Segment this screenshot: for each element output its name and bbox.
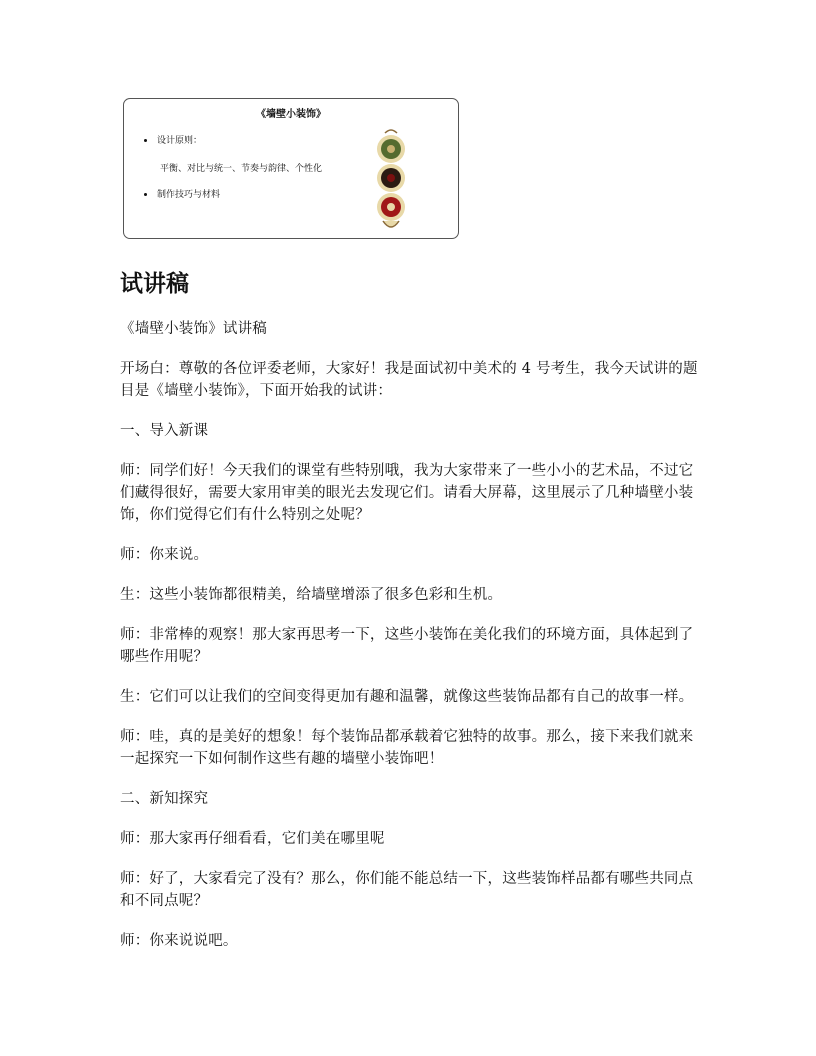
paragraph: 师：好了，大家看完了没有？那么，你们能不能总结一下，这些装饰样品都有哪些共同点和不同点呢？ — [120, 871, 694, 909]
paragraph: 二、新知探究 — [120, 791, 209, 807]
slide-bullet-techniques — [144, 187, 220, 200]
slide-subtext: 平衡、对比与统一、节奏与韵律、个性化 — [160, 164, 323, 174]
paragraph: 师：你来说说吧。 — [120, 933, 238, 949]
paragraph: 师：那大家再仔细看看，它们美在哪里呢 — [120, 831, 385, 847]
slide-bullet-text: 设计原则： — [157, 136, 203, 146]
paragraph: 《墙壁小装饰》试讲稿 — [120, 321, 267, 337]
wall-ornament-icon — [371, 127, 411, 235]
paragraph: 师：哇，真的是美好的想象！每个装饰品都承载着它独特的故事。那么，接下来我们就来一起探究一下如何制作这些有趣的墙壁小装饰吧！ — [120, 729, 694, 767]
slide-title: 《墙壁小装饰》 — [256, 109, 326, 120]
slide-bullet-text: 制作技巧与材料 — [157, 190, 221, 200]
slide-bullet-design-principles — [144, 133, 202, 146]
page-heading: 试讲稿 — [120, 271, 189, 297]
lecture-script-body — [120, 318, 700, 970]
paragraph: 师：非常棒的观察！那大家再思考一下，这些小装饰在美化我们的环境方面，具体起到了哪些作用呢？ — [120, 627, 694, 665]
paragraph: 师：同学们好！今天我们的课堂有些特别哦，我为大家带来了一些小小的艺术品，不过它们藏得很好，需要大家用审美的眼光去发现它们。请看大屏幕，这里展示了几种墙壁小装饰，你们觉得它们有什么特别之处呢？ — [120, 463, 694, 523]
bullet-dot-icon — [144, 193, 147, 196]
paragraph: 师：你来说。 — [120, 547, 209, 563]
paragraph: 生：它们可以让我们的空间变得更加有趣和温馨，就像这些装饰品都有自己的故事一样。 — [120, 689, 694, 705]
bullet-dot-icon — [144, 139, 147, 142]
paragraph: 生：这些小装饰都很精美，给墙壁增添了很多色彩和生机。 — [120, 587, 503, 603]
slide-thumbnail — [123, 98, 459, 239]
paragraph: 一、导入新课 — [120, 423, 209, 439]
paragraph: 开场白：尊敬的各位评委老师，大家好！我是面试初中美术的 4 号考生，我今天试讲的题目是《墙壁小装饰》，下面开始我的试讲： — [120, 361, 698, 399]
